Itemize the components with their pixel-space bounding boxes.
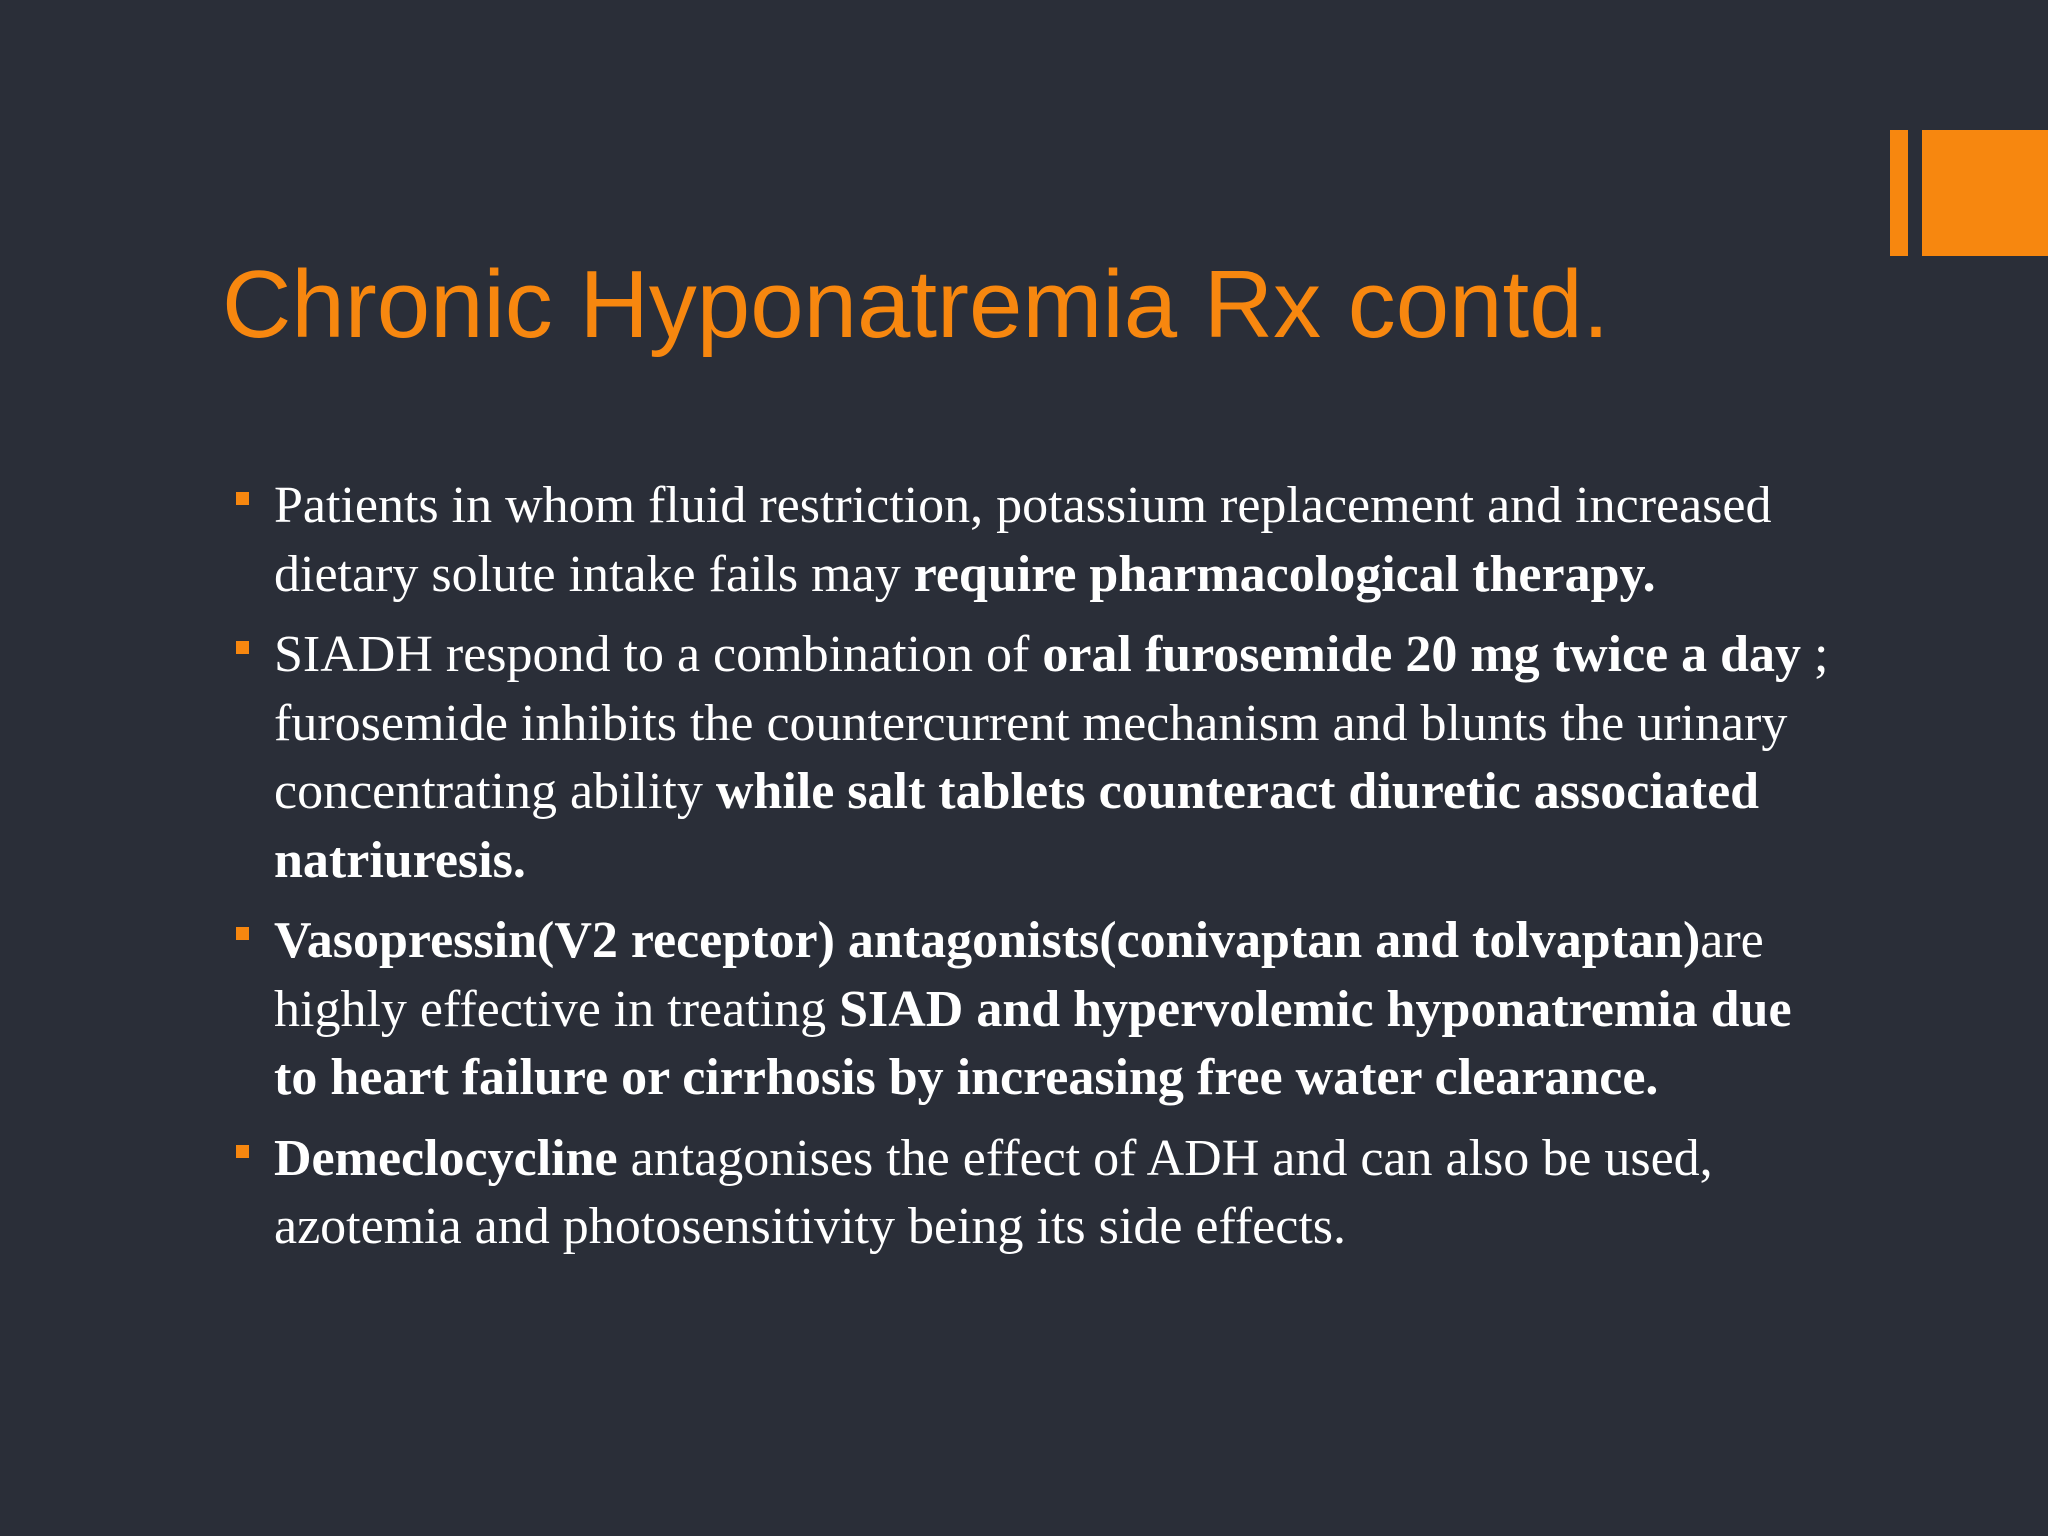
bullet-item <box>236 621 1836 895</box>
accent-bar <box>1890 130 1908 256</box>
bullet-text-bold: oral furosemide 20 mg twice a day <box>1042 626 1802 683</box>
bullet-text: are highly effective in treating <box>274 912 1764 1038</box>
bullet-text-bold: while salt tablets counteract diuretic associated natriuresis. <box>274 763 1760 889</box>
bullet-text-bold: SIAD and hypervolemic hyponatremia due to heart failure or cirrhosis by increasing free water clearance. <box>274 980 1792 1106</box>
bullet-text: SIADH respond to a combination of <box>274 626 1043 683</box>
bullet-item <box>236 907 1836 1113</box>
slide-title: Chronic Hyponatremia Rx contd. <box>222 251 1610 358</box>
bullet-text: Patients in whom fluid restriction, potassium replacement and increased dietary solute intake fails may <box>274 477 1772 603</box>
bullet-text: antagonises the effect of ADH and can also be used, azotemia and photosensitivity being its side effects. <box>274 1129 1713 1255</box>
square-bullet-icon <box>236 641 249 654</box>
accent-block <box>1922 130 2048 256</box>
square-bullet-icon <box>236 1145 249 1158</box>
square-bullet-icon <box>236 927 249 940</box>
bullet-text-bold: Vasopressin(V2 receptor) antagonists(conivaptan and tolvaptan) <box>274 912 1701 969</box>
bullet-text: ; furosemide inhibits the countercurrent mechanism and blunts the urinary concentrating ability <box>274 626 1829 820</box>
bullet-item <box>236 472 1836 609</box>
bullet-text-bold: require pharmacological therapy. <box>913 545 1656 603</box>
bullet-text-bold: Demeclocycline <box>274 1129 618 1187</box>
square-bullet-icon <box>236 492 249 505</box>
bullet-item <box>236 1125 1836 1262</box>
bullet-list <box>236 472 1836 1274</box>
